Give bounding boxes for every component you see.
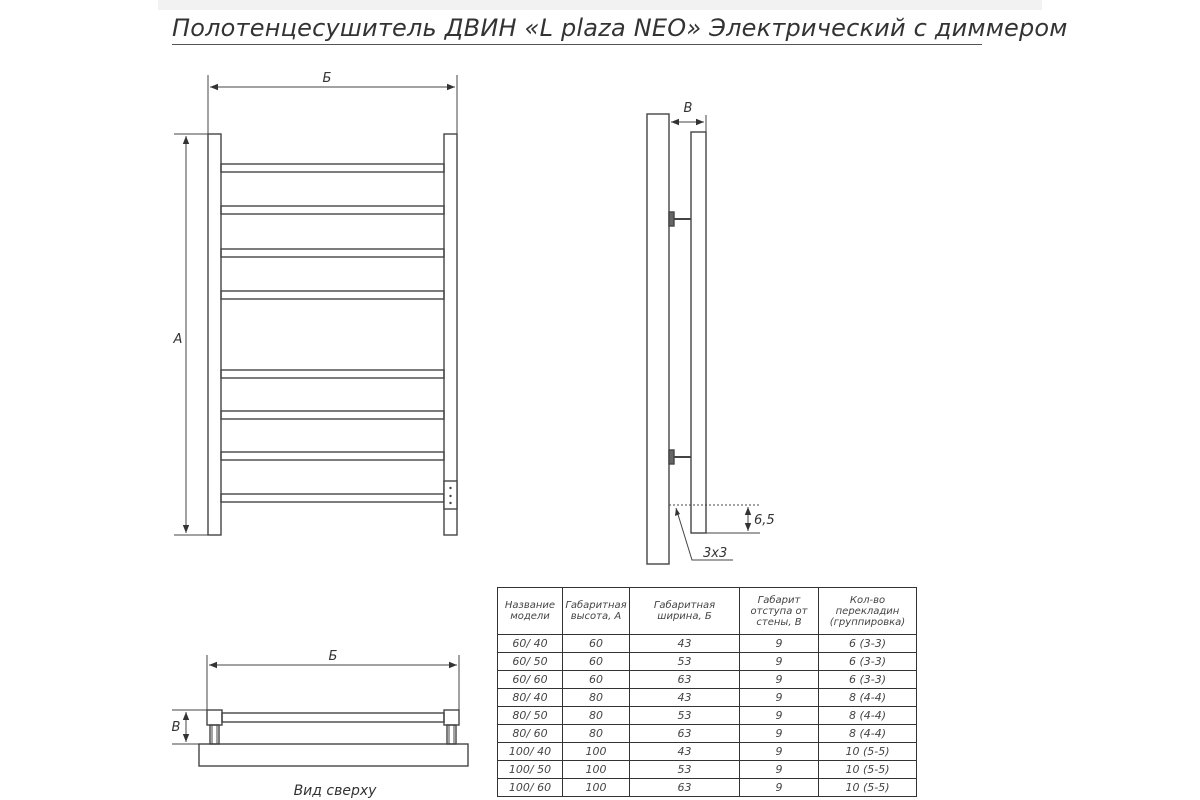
dimmer-dot <box>449 487 451 489</box>
table-row: 60/ 50 60 53 9 6 (3-3) <box>498 653 917 671</box>
bracket-mount <box>669 212 674 226</box>
wall-bracket <box>210 725 219 744</box>
header-model: Название модели <box>498 588 563 635</box>
top-depth-label: В <box>171 720 181 735</box>
rung <box>221 411 444 419</box>
top-view-caption: Вид сверху <box>293 783 377 799</box>
side-depth-label: В <box>683 101 693 116</box>
table-row: 60/ 60 60 63 9 6 (3-3) <box>498 671 917 689</box>
top-view <box>172 655 468 766</box>
header-rungs: Кол-во перекладин (группировка) <box>819 588 917 635</box>
specification-table <box>497 587 917 797</box>
right-rail-end <box>444 710 459 725</box>
header-offset: Габарит отступа от стены, В <box>740 588 819 635</box>
dimmer-dot <box>449 502 451 504</box>
table-row: 60/ 40 60 43 9 6 (3-3) <box>498 635 917 653</box>
table-row: 80/ 60 80 63 9 8 (4-4) <box>498 725 917 743</box>
side-offset-label: 6,5 <box>754 513 775 528</box>
side-section-label: 3x3 <box>703 546 728 561</box>
rung <box>221 370 444 378</box>
leader-arrow <box>675 508 680 516</box>
table-row: 100/ 50 100 53 9 10 (5-5) <box>498 761 917 779</box>
right-rail <box>444 134 457 535</box>
table-row: 80/ 50 80 53 9 8 (4-4) <box>498 707 917 725</box>
wall-plate <box>647 114 669 564</box>
rung <box>221 452 444 460</box>
left-rail-end <box>207 710 222 725</box>
rungs <box>221 164 444 502</box>
page-title: Полотенцесушитель ДВИН «L plaza NEO» Электрический с диммером <box>172 14 1068 42</box>
header-width: Габаритная ширина, Б <box>630 588 740 635</box>
table-row: 80/ 40 80 43 9 8 (4-4) <box>498 689 917 707</box>
rung <box>221 164 444 172</box>
header-height: Габаритная высота, А <box>563 588 630 635</box>
table-header-row <box>498 588 917 635</box>
bracket-mount <box>669 450 674 464</box>
front-height-label: А <box>173 332 183 347</box>
table-row: 100/ 40 100 43 9 10 (5-5) <box>498 743 917 761</box>
dimmer-dot <box>449 495 451 497</box>
top-rung <box>222 713 444 722</box>
rung <box>221 494 444 502</box>
rung <box>221 249 444 257</box>
front-view <box>174 75 457 535</box>
rung <box>221 291 444 299</box>
side-view <box>647 114 760 564</box>
wall-bracket <box>447 725 456 744</box>
rung <box>221 206 444 214</box>
left-rail <box>208 134 221 535</box>
front-width-label: Б <box>322 71 332 86</box>
side-rail <box>691 132 706 533</box>
top-width-label: Б <box>328 649 338 664</box>
table-row: 100/ 60 100 63 9 10 (5-5) <box>498 779 917 797</box>
wall <box>199 744 468 766</box>
